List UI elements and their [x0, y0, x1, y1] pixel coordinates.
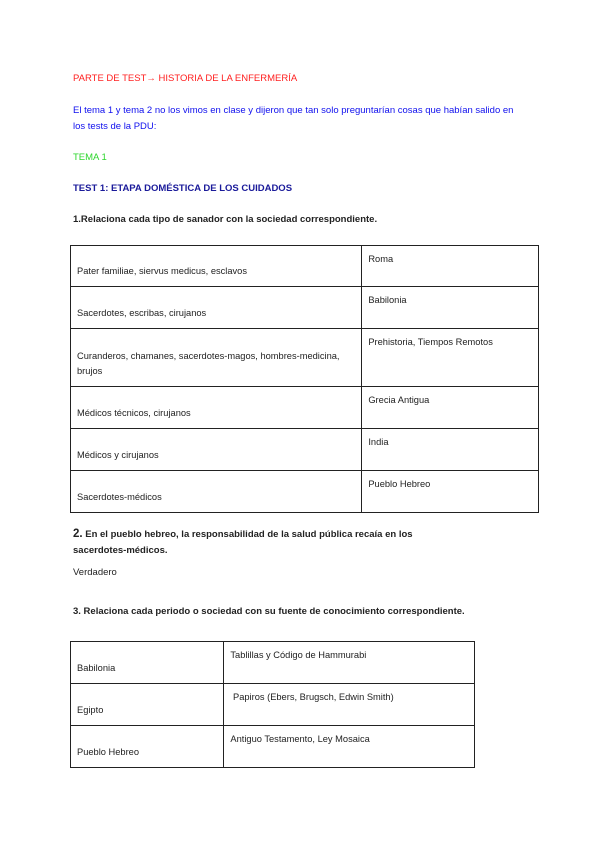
table-row — [71, 246, 539, 287]
intro-note: El tema 1 y tema 2 no los vimos en clase y dijeron que tan solo preguntarían cosas que habían salido en los tests de la PDU: — [73, 105, 514, 132]
society-cell: India — [362, 429, 539, 471]
question-2-number: 2. — [73, 528, 83, 540]
table-row — [71, 471, 539, 513]
healer-cell: Pater familiae, siervus medicus, esclavos — [71, 246, 362, 287]
table-row — [71, 684, 475, 726]
society-cell: Prehistoria, Tiempos Remotos — [362, 329, 539, 387]
test-title: TEST 1: ETAPA DOMÉSTICA DE LOS CUIDADOS — [73, 183, 293, 194]
question-2-answer: Verdadero — [73, 567, 117, 578]
question-3: 3. Relaciona cada periodo o sociedad con su fuente de conocimiento correspondiente. — [73, 606, 465, 617]
table-row — [71, 287, 539, 329]
source-cell: Antiguo Testamento, Ley Mosaica — [224, 726, 475, 768]
part-title: PARTE DE TEST→ HISTORIA DE LA ENFERMERÍA — [73, 73, 298, 84]
table-row — [71, 642, 475, 684]
society-cell: Roma — [362, 246, 539, 287]
table-row — [71, 387, 539, 429]
question-1: 1.Relaciona cada tipo de sanador con la sociedad correspondiente. — [73, 214, 378, 225]
society-cell: Babilonia — [362, 287, 539, 329]
society-cell: Babilonia — [71, 642, 224, 684]
healer-cell: Médicos y cirujanos — [71, 429, 362, 471]
society-cell: Grecia Antigua — [362, 387, 539, 429]
source-cell: Tablillas y Código de Hammurabi — [224, 642, 475, 684]
topic-heading: TEMA 1 — [73, 152, 107, 163]
question-2-text: En el pueblo hebreo, la responsabilidad de la salud pública recaía en los sacerdotes-médicos. — [73, 529, 413, 556]
society-cell: Pueblo Hebreo — [362, 471, 539, 513]
question-3-table — [70, 641, 475, 768]
healer-cell: Médicos técnicos, cirujanos — [71, 387, 362, 429]
source-cell: Papiros (Ebers, Brugsch, Edwin Smith) — [224, 684, 475, 726]
question-2 — [73, 526, 453, 559]
society-cell: Egipto — [71, 684, 224, 726]
table-row — [71, 329, 539, 387]
table-row — [71, 429, 539, 471]
society-cell: Pueblo Hebreo — [71, 726, 224, 768]
healer-cell: Curanderos, chamanes, sacerdotes-magos, hombres-medicina, brujos — [71, 329, 362, 387]
table-row — [71, 726, 475, 768]
healer-cell: Sacerdotes, escribas, cirujanos — [71, 287, 362, 329]
question-1-table — [70, 245, 539, 513]
healer-cell: Sacerdotes-médicos — [71, 471, 362, 513]
